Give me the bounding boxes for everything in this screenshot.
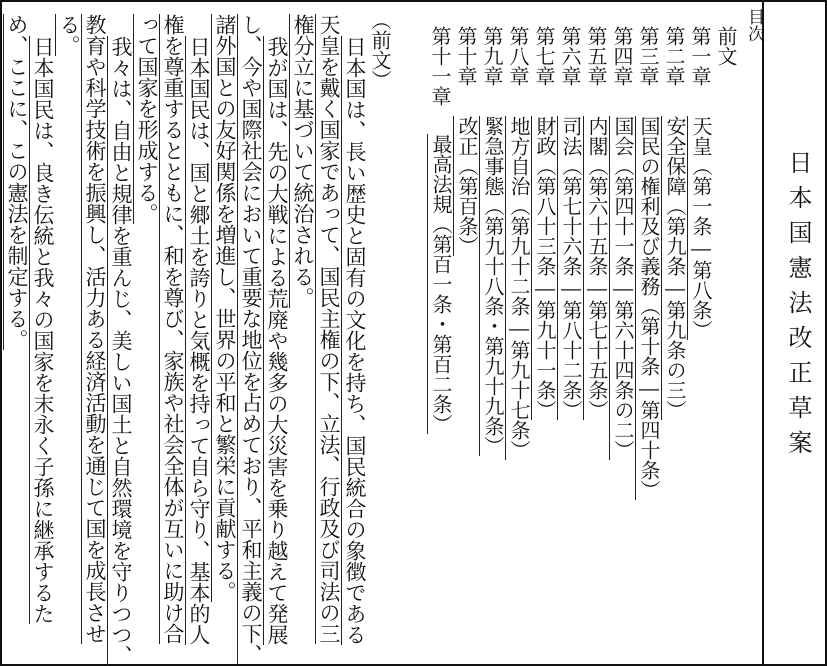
toc-chapter-num: 第二章 <box>662 26 686 86</box>
toc-chapter-num: 第八章 <box>506 26 530 86</box>
toc-chapter-num: 第五章 <box>584 26 608 86</box>
toc-chapter-title: 地方自治（第九十二条―第九十七条） <box>507 116 531 460</box>
document-title: 日本国憲法改正草案 <box>784 150 812 465</box>
toc-heading: 目次 <box>744 8 764 42</box>
toc-chapter-title: 国民の権利及び義務（第十条―第四十条） <box>637 116 661 500</box>
toc-chapter-title: 改正（第百条） <box>455 116 479 256</box>
toc-chapter-num: 第十章 <box>454 26 478 86</box>
preamble-line: 権を尊重するとともに、和を尊び、家族や社会全体が互いに助け合 <box>161 14 185 644</box>
toc-chapter-num: 第四章 <box>610 26 634 86</box>
toc-chapter-title: 緊急事態（第九十八条・第九十九条） <box>481 116 505 456</box>
preamble-line: 日本国民は、国と郷土を誇りと気概を持って自ら守り、基本的人 <box>187 36 211 645</box>
preamble-line: 権分立に基づいて統治される。 <box>291 14 315 308</box>
preamble-line: 日本国は、長い歴史と固有の文化を持ち、国民統合の象徴である <box>343 36 367 645</box>
preamble-line: る。 <box>57 14 81 56</box>
toc-chapter-num: 第六章 <box>558 26 582 86</box>
preamble-line: 諸外国との友好関係を増進し、世界の平和と繁栄に貢献する。 <box>213 14 237 602</box>
preamble-line: め、ここに、この憲法を制定する。 <box>5 14 29 350</box>
title-divider <box>762 0 764 666</box>
preamble-line: 天皇を戴く国家であって、国民主権の下、立法、行政及び司法の三 <box>317 14 341 644</box>
toc-chapter-num: 第七章 <box>532 26 556 86</box>
preamble-line: 日本国民は、良き伝統と我々の国家を末永く子孫に継承するた <box>31 36 55 624</box>
preamble-heading: （前文） <box>368 10 392 90</box>
toc-chapter-title: 国会（第四十一条―第六十四条の二） <box>611 116 635 460</box>
toc-chapter-num: 第一章 <box>688 26 712 86</box>
page-border-top <box>0 0 827 2</box>
toc-chapter-num: 第十一章 <box>428 26 452 106</box>
toc-chapter-title: 司法（第七十六条―第八十二条） <box>559 116 583 420</box>
preamble-line: 我々は、自由と規律を重んじ、美しい国土と自然環境を守りつつ、 <box>109 36 133 666</box>
toc-chapter-num: 第三章 <box>636 26 660 86</box>
preamble-line: 教育や科学技術を振興し、活力ある経済活動を通じて国を成長させ <box>83 14 107 644</box>
page-border-left <box>0 0 2 666</box>
toc-chapter-title: 安全保障（第九条―第九条の三） <box>663 116 687 420</box>
preamble-line: し、今や国際社会において重要な地位を占めており、平和主義の下、 <box>239 14 263 665</box>
toc-chapter-title: 最高法規（第百一条・第百二条） <box>429 134 453 434</box>
preamble-line: って国家を形成する。 <box>135 14 159 224</box>
toc-chapter-title: 天皇（第一条―第八条） <box>689 116 713 340</box>
toc-chapter-title: 財政（第八十三条―第九十一条） <box>533 116 557 420</box>
toc-preamble-entry: 前文 <box>714 26 738 66</box>
toc-chapter-num: 第九章 <box>480 26 504 86</box>
preamble-line: 我が国は、先の大戦による荒廃や幾多の大災害を乗り越えて発展 <box>265 36 289 645</box>
toc-chapter-title: 内閣（第六十五条―第七十五条） <box>585 116 609 420</box>
